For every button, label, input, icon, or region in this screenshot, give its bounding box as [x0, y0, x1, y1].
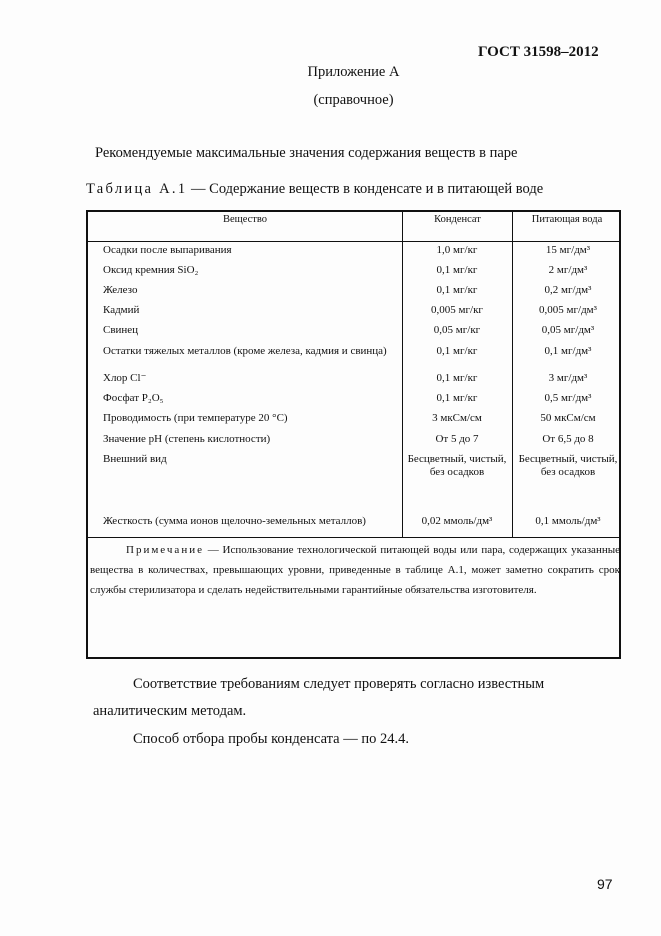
cell-condensate: 0,1 мг/кг: [436, 284, 478, 296]
cell-feed-water: От 6,5 до 8: [542, 433, 594, 445]
cell-feed-water: 15 мг/дм³: [545, 244, 591, 256]
cell-substance: Значение pH (степень кислотности): [103, 433, 271, 445]
page-number: 97: [597, 876, 613, 892]
appendix-title: Приложение А: [307, 64, 400, 80]
cell-condensate: 1,0 мг/кг: [436, 244, 478, 256]
paragraph-compliance-line2: аналитическим методам.: [93, 703, 247, 719]
header-divider: [88, 241, 619, 242]
cell-substance: Проводимость (при температуре 20 °С): [103, 412, 288, 424]
note-label: Примечание: [126, 544, 204, 556]
cell-feed-water: 0,1 ммоль/дм³: [535, 515, 601, 527]
cell-substance: Осадки после выпаривания: [103, 244, 232, 256]
cell-feed-water: Бесцветный, чистый, без осадков: [518, 453, 618, 478]
cell-substance: Свинец: [103, 324, 139, 336]
cell-substance: Оксид кремния SiO₂: [103, 264, 199, 276]
cell-substance: Жесткость (сумма ионов щелочно-земельных металлов): [103, 515, 366, 527]
note-divider: [88, 537, 619, 538]
cell-condensate: 0,1 мг/кг: [436, 264, 478, 276]
cell-feed-water: 0,2 мг/дм³: [544, 284, 592, 296]
table-caption-text: — Содержание веществ в конденсате и в питающей воде: [187, 181, 544, 197]
cell-substance: Фосфат P₂O₅: [103, 392, 164, 404]
document-id: ГОСТ 31598–2012: [478, 44, 599, 60]
cell-condensate: 0,1 мг/кг: [436, 372, 478, 384]
cell-substance: Кадмий: [103, 304, 140, 316]
cell-condensate: Бесцветный, чистый, без осадков: [407, 453, 507, 478]
cell-feed-water: 0,1 мг/дм³: [544, 345, 592, 357]
column-header-condensate: Конденсат: [434, 214, 481, 225]
cell-feed-water: 3 мг/дм³: [548, 372, 588, 384]
column-header-feed-water: Питающая вода: [531, 214, 603, 225]
table-caption: [86, 181, 543, 198]
cell-condensate: 0,02 ммоль/дм³: [421, 515, 493, 527]
cell-feed-water: 2 мг/дм³: [548, 264, 588, 276]
cell-feed-water: 0,05 мг/дм³: [541, 324, 595, 336]
paragraph-compliance-line1: Соответствие требованиям следует проверять согласно известным: [133, 676, 545, 692]
table-caption-label: Таблица А.1: [86, 181, 188, 197]
cell-substance: Внешний вид: [103, 453, 167, 465]
cell-substance: Железо: [103, 284, 138, 296]
column-divider: [512, 212, 513, 538]
appendix-subtitle: (справочное): [313, 92, 394, 108]
cell-substance: Хлор Cl⁻: [103, 372, 147, 384]
paragraph-sampling: Способ отбора пробы конденсата — по 24.4.: [133, 731, 409, 747]
cell-condensate: От 5 до 7: [435, 433, 479, 445]
cell-condensate: 0,005 мг/кг: [431, 304, 483, 316]
cell-feed-water: 0,5 мг/дм³: [544, 392, 592, 404]
note-text: — Использование технологической питающей воды или пара, содержащих указанные вещества в количествах, превышающих уровни, приведенные в таблице А.1, может заметно сократить срок службы стерилизатора и сделать недействительными гарантийные обязательства изготовителя.: [90, 544, 620, 596]
cell-condensate: 0,1 мг/кг: [436, 392, 478, 404]
cell-condensate: 0,1 мг/кг: [436, 345, 478, 357]
cell-condensate: 0,05 мг/кг: [433, 324, 481, 336]
cell-condensate: 3 мкСм/см: [432, 412, 482, 424]
table-note: [90, 540, 620, 600]
cell-substance: Остатки тяжелых металлов (кроме железа, кадмия и свинца): [103, 345, 387, 357]
cell-feed-water: 50 мкСм/см: [540, 412, 596, 424]
substance-table: [86, 210, 621, 659]
column-header-substance: Вещество: [222, 214, 268, 225]
cell-feed-water: 0,005 мг/дм³: [539, 304, 597, 316]
section-heading: Рекомендуемые максимальные значения содержания веществ в паре: [95, 145, 518, 161]
